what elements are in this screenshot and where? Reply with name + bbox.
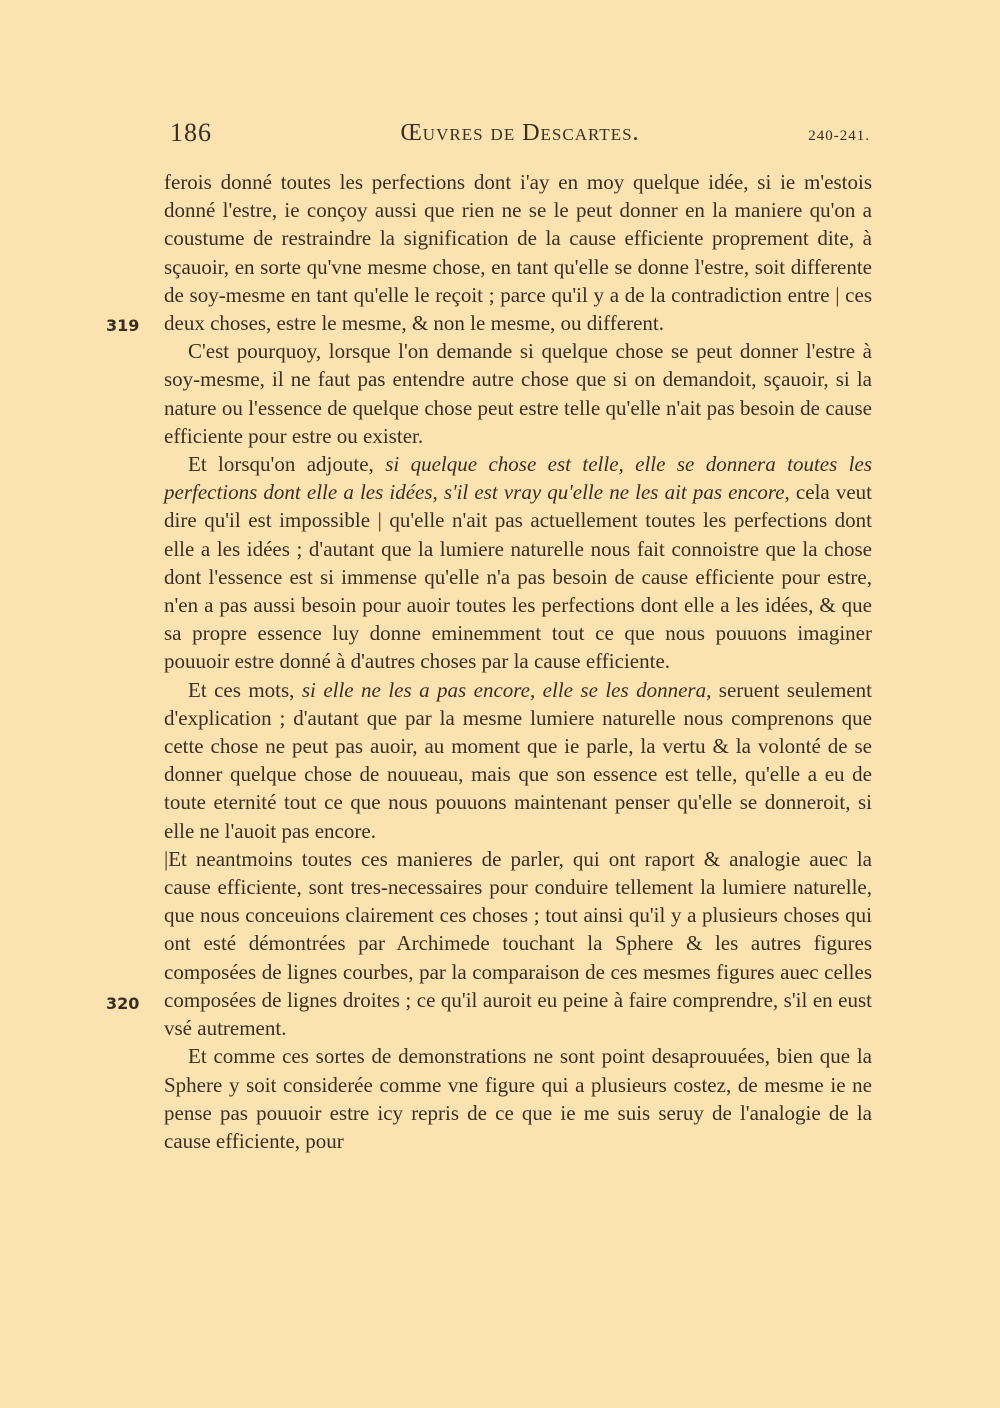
paragraph-text: Et comme ces sortes de demonstrations ne sont point desaprouuées, bien que la Sphere y soit considerée comme vne figure qui a plusieurs costez, de mesme ie ne pense pas pouuoir estre icy repris de ce que ie me suis seruy de l'analogie de la cause efficiente, pour [164,1044,872,1153]
italic-quotation: si elle ne les a pas encore, elle se les donnera, [301,677,712,702]
paragraph [164,450,872,676]
paragraph [164,845,872,1042]
paragraph-text: seruent seulement d'explication ; d'autant que par la mesme lumiere naturelle nous comprenons que cette chose ne peut pas auoir, au moment que ie parle, la vertu & la volonté de se donner quelque chose de nouueau, mais que son essence est telle, qu'elle a eu de toute eternité tout ce que nous pouuons maintenant penser qu'elle se donneroit, si elle ne l'auoit pas encore. [164,677,872,843]
paragraph-text: |Et neantmoins toutes ces manieres de parler, qui ont raport & analogie auec la cause efficiente, sont tres-necessaires pour conduire tellement la lumiere naturelle, que nous conceuions clairement ces choses ; tout ainsi qu'il y a plusieurs choses qui ont esté démontrées par Archimede touchant la Sphere & les autres figures composées de lignes courbes, par la comparaison de ces mesmes figures auec celles composées de lignes droites ; ce qu'il auroit eu peine à faire comprendre, s'il en eust vsé autrement. [164,846,872,1041]
paragraph [164,1042,872,1155]
paragraph-text: , cela veut dire qu'il est impossible | qu'elle n'ait pas actuellement toutes les perfections dont elle a les idées ; d'autant que la lumiere naturelle nous fait connoistre que la chose dont l'essence est si immense qu'elle n'a pas besoin de cause efficiente pour estre, n'en a pas aussi besoin pour auoir toutes les perfections dont elle a les idées, & que sa propre essence luy donne eminemment tout ce que nous pouuons imaginer pouuoir estre donné à d'autres choses par la cause efficiente. [164,480,872,674]
body-text [164,168,872,1155]
italic-quotation: si quelque chose est telle, elle se donnera toutes les perfections dont elle a les idées, s'il est vray qu'elle ne les ait pas encore [164,452,872,505]
paragraph-text: C'est pourquoy, lorsque l'on demande si quelque chose se peut donner l'estre à soy-mesme, il ne faut pas entendre autre chose que si on demandoit, sçauoir, si la nature ou l'essence de quelque chose peut estre telle qu'elle n'ait pas besoin de cause efficiente pour estre ou exister. [164,339,872,448]
page-number: 186 [170,118,212,147]
margin-line-number: 320 [106,994,140,1013]
page-header [164,118,876,152]
paragraph-text: Et lorsqu'on adjoute, [188,452,386,477]
paragraph [164,168,872,337]
margin-line-number: 319 [106,316,140,335]
running-title: Œuvres de Descartes. [400,120,640,146]
paragraph [164,337,872,450]
paragraph-text: ferois donné toutes les perfections dont i'ay en moy quelque idée, si ie m'estois donné l'estre, ie conçoy aussi que rien ne se le peut donner en la maniere qu'on a coustume de restraindre la signification de la cause efficiente proprement dite, à sçauoir, en sorte qu'vne mesme chose, en tant qu'elle se donne l'estre, soit differente de soy-mesme en tant qu'elle le reçoit ; parce qu'il y a de la contradiction entre | ces deux choses, estre le mesme, & non le mesme, ou different. [164,170,872,336]
page-range: 240-241. [808,128,870,144]
paragraph [164,676,872,845]
paragraph-text: Et ces mots, [188,677,302,702]
